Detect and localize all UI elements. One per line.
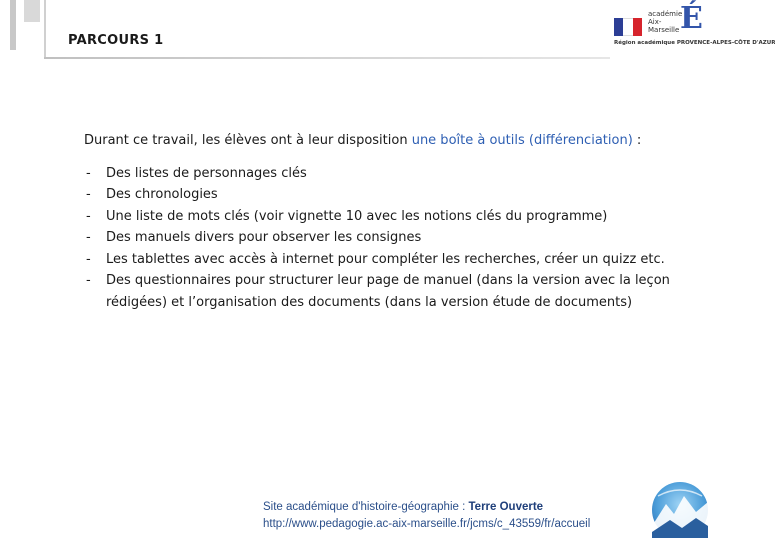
list-item: - Une liste de mots clés (voir vignette 10 avec les notions clés du programme) <box>84 206 684 228</box>
logo-region-text: Région académique PROVENCE-ALPES-CÔTE D'AZUR <box>614 40 775 46</box>
logo-mark: É <box>680 1 703 36</box>
list-item: - Des chronologies <box>84 184 684 206</box>
slide-body <box>84 130 684 313</box>
footer-site-prefix: Site académique d'histoire-géographie : <box>263 501 469 513</box>
slide-title: PARCOURS 1 <box>68 33 164 48</box>
decorative-vertical-line <box>44 0 46 58</box>
intro-prefix: Durant ce travail, les élèves ont à leur disposition <box>84 133 412 148</box>
tools-list <box>84 163 684 314</box>
footer-site-name: Terre Ouverte <box>468 501 544 513</box>
list-item: - Les tablettes avec accès à internet pour compléter les recherches, créer un quizz etc. <box>84 249 684 271</box>
footer-site-line <box>263 499 590 516</box>
intro-paragraph <box>84 130 684 152</box>
french-flag-icon <box>614 18 642 36</box>
decorative-bar-left <box>10 0 16 50</box>
list-item: - Des listes de personnages clés <box>84 163 684 185</box>
footer-url[interactable]: http://www.pedagogie.ac-aix-marseille.fr/jcms/c_43559/fr/accueil <box>263 518 591 530</box>
intro-suffix: : <box>632 133 642 148</box>
academie-aix-marseille-logo <box>612 1 775 52</box>
list-item: - Des questionnaires pour structurer leur page de manuel (dans la version avec la leçon rédigées) et l’organisation des documents (dans la version étude de documents) <box>84 270 684 313</box>
decorative-bar-small <box>24 0 40 22</box>
header-divider <box>44 57 610 59</box>
globe-mountain-icon <box>652 482 708 538</box>
intro-highlight: une boîte à outils (différenciation) <box>411 133 633 148</box>
footer-credits <box>263 499 590 533</box>
list-item: - Des manuels divers pour observer les consignes <box>84 227 684 249</box>
logo-academy-text: académie Aix-Marseille <box>648 10 683 34</box>
